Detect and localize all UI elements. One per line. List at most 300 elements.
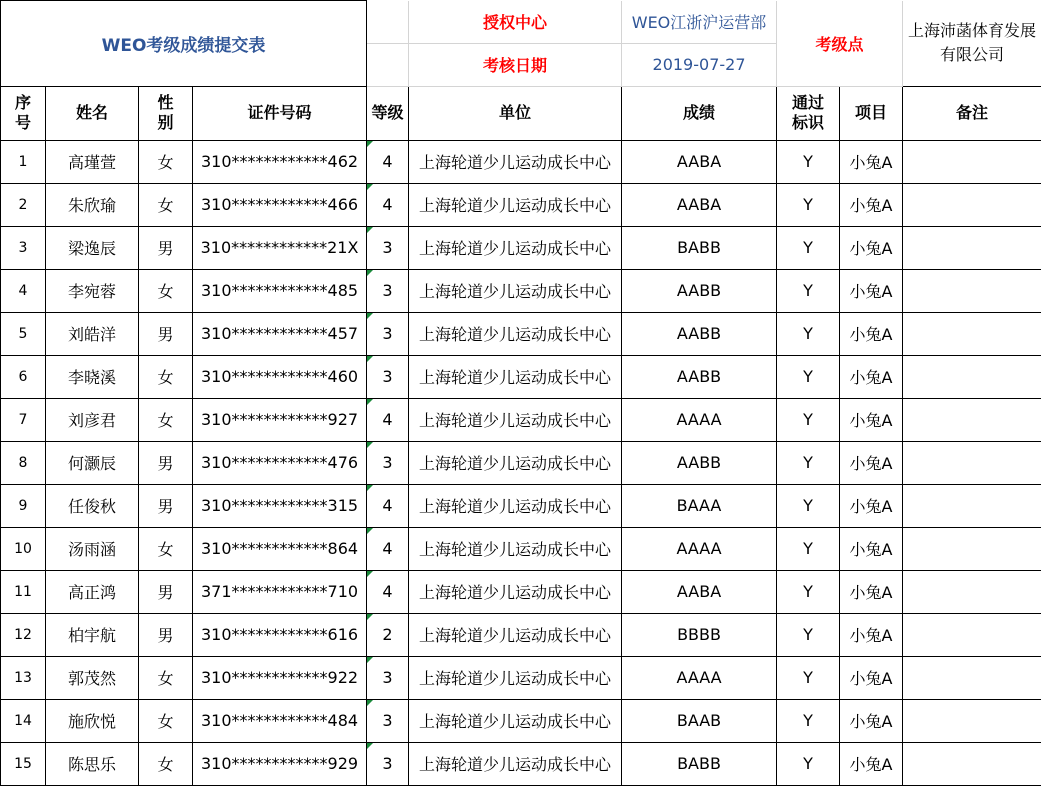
- table-row: [1, 398, 1041, 441]
- cell-level[interactable]: [367, 484, 409, 527]
- cell-note[interactable]: [903, 484, 1041, 527]
- cell-score-text: BABB: [677, 754, 721, 773]
- cell-pass[interactable]: [777, 527, 840, 570]
- cell-note[interactable]: [903, 527, 1041, 570]
- cell-level[interactable]: [367, 183, 409, 226]
- cell-seq[interactable]: [1, 656, 46, 699]
- cell-id-text: 310************462: [201, 152, 358, 171]
- col-header-note[interactable]: 备注: [903, 86, 1041, 140]
- cell-level-text: 3: [382, 668, 392, 687]
- cell-level-text: 3: [382, 281, 392, 300]
- cell-score-text: BAAA: [677, 496, 722, 515]
- cell-seq[interactable]: [1, 183, 46, 226]
- cell-name[interactable]: [46, 656, 139, 699]
- cell-name[interactable]: [46, 312, 139, 355]
- cell-gender-text: 男: [157, 497, 173, 516]
- cell-note[interactable]: [903, 226, 1041, 269]
- cell-seq[interactable]: [1, 699, 46, 742]
- cell-id[interactable]: [193, 269, 367, 312]
- table-row: [1, 441, 1041, 484]
- cell-name-text: 刘彦君: [68, 411, 116, 430]
- cell-unit[interactable]: [409, 140, 622, 183]
- error-indicator-icon: [367, 227, 373, 233]
- cell-name[interactable]: [46, 699, 139, 742]
- cell-project-text: 小兔A: [850, 755, 893, 774]
- cell-score-text: AABB: [677, 367, 721, 386]
- cell-project[interactable]: [840, 570, 903, 613]
- cell-unit[interactable]: [409, 656, 622, 699]
- cell-seq-text: 3: [19, 240, 28, 256]
- cell-score-text: BABB: [677, 238, 721, 257]
- cell-project-text: 小兔A: [850, 153, 893, 172]
- cell-note[interactable]: [903, 140, 1041, 183]
- cell-gender[interactable]: [139, 269, 193, 312]
- cell-id-text: 310************864: [201, 539, 358, 558]
- cell-project-text: 小兔A: [850, 626, 893, 645]
- error-indicator-icon: [367, 356, 373, 362]
- table-row: [1, 527, 1041, 570]
- cell-pass[interactable]: [777, 269, 840, 312]
- cell-name[interactable]: [46, 441, 139, 484]
- cell-unit[interactable]: [409, 398, 622, 441]
- cell-id-text: 310************484: [201, 711, 358, 730]
- table-row: [1, 484, 1041, 527]
- cell-pass[interactable]: [777, 699, 840, 742]
- table-row: [1, 570, 1041, 613]
- cell-score[interactable]: [622, 613, 777, 656]
- cell-gender[interactable]: [139, 398, 193, 441]
- cell-unit[interactable]: [409, 699, 622, 742]
- cell-project-text: 小兔A: [850, 325, 893, 344]
- cell-gender-text: 女: [157, 712, 173, 731]
- cell-unit-text: 上海轮道少儿运动成长中心: [419, 368, 611, 387]
- exam-date-label[interactable]: 考核日期: [409, 43, 622, 86]
- cell-id-text: 310************485: [201, 281, 358, 300]
- cell-level[interactable]: [367, 570, 409, 613]
- cell-id-text: 310************616: [201, 625, 358, 644]
- error-indicator-icon: [367, 743, 373, 749]
- cell-gender[interactable]: [139, 699, 193, 742]
- cell-level-text: 3: [382, 754, 392, 773]
- cell-pass[interactable]: [777, 355, 840, 398]
- cell-name[interactable]: [46, 484, 139, 527]
- cell-unit[interactable]: [409, 570, 622, 613]
- cell-id[interactable]: [193, 398, 367, 441]
- cell-score-text: AABA: [677, 582, 721, 601]
- error-indicator-icon: [367, 184, 373, 190]
- cell-note[interactable]: [903, 355, 1041, 398]
- cell-pass-text: Y: [803, 539, 813, 558]
- cell-gender[interactable]: [139, 183, 193, 226]
- cell-seq-text: 8: [19, 455, 28, 471]
- cell-unit[interactable]: [409, 613, 622, 656]
- cell-level-text: 4: [382, 152, 392, 171]
- cell-seq[interactable]: [1, 570, 46, 613]
- sheet-title[interactable]: WEO考级成绩提交表: [1, 1, 367, 87]
- cell-id-text: 310************21X: [201, 238, 359, 257]
- col-header-gender[interactable]: 性别: [139, 86, 193, 140]
- cell-unit-text: 上海轮道少儿运动成长中心: [419, 153, 611, 172]
- cell-note[interactable]: [903, 441, 1041, 484]
- cell-gender[interactable]: [139, 312, 193, 355]
- cell-name[interactable]: [46, 398, 139, 441]
- cell-pass-text: Y: [803, 754, 813, 773]
- cell-id[interactable]: [193, 441, 367, 484]
- cell-gender[interactable]: [139, 140, 193, 183]
- cell-level-text: 4: [382, 195, 392, 214]
- cell-pass-text: Y: [803, 324, 813, 343]
- col-header-project[interactable]: 项目: [840, 86, 903, 140]
- cell-id[interactable]: [193, 484, 367, 527]
- cell-id[interactable]: [193, 226, 367, 269]
- cell-gender-text: 男: [157, 325, 173, 344]
- col-header-pass[interactable]: 通过标识: [777, 86, 840, 140]
- cell-name-text: 梁逸辰: [68, 239, 116, 258]
- cell-score[interactable]: [622, 527, 777, 570]
- cell-level[interactable]: [367, 140, 409, 183]
- cell-project[interactable]: [840, 699, 903, 742]
- cell-pass-text: Y: [803, 410, 813, 429]
- cell-level[interactable]: [367, 613, 409, 656]
- error-indicator-icon: [367, 442, 373, 448]
- error-indicator-icon: [367, 141, 373, 147]
- cell-name[interactable]: [46, 355, 139, 398]
- cell-pass[interactable]: [777, 398, 840, 441]
- cell-unit-text: 上海轮道少儿运动成长中心: [419, 325, 611, 344]
- cell-unit[interactable]: [409, 183, 622, 226]
- cell-id[interactable]: [193, 355, 367, 398]
- cell-seq-text: 4: [19, 283, 28, 299]
- cell-note[interactable]: [903, 742, 1041, 785]
- cell-level-text: 4: [382, 582, 392, 601]
- cell-score[interactable]: [622, 226, 777, 269]
- cell-gender-text: 女: [157, 368, 173, 387]
- cell-unit-text: 上海轮道少儿运动成长中心: [419, 239, 611, 258]
- cell-score[interactable]: [622, 140, 777, 183]
- cell-note[interactable]: [903, 312, 1041, 355]
- cell-pass[interactable]: [777, 613, 840, 656]
- error-indicator-icon: [367, 614, 373, 620]
- cell-note[interactable]: [903, 269, 1041, 312]
- cell-project[interactable]: [840, 312, 903, 355]
- cell-id[interactable]: [193, 699, 367, 742]
- cell-project[interactable]: [840, 398, 903, 441]
- cell-name-text: 李宛蓉: [68, 282, 116, 301]
- cell-id-text: 310************927: [201, 410, 358, 429]
- cell-pass[interactable]: [777, 312, 840, 355]
- exam-point-label[interactable]: 考级点: [777, 1, 903, 87]
- cell-seq[interactable]: [1, 441, 46, 484]
- cell-project-text: 小兔A: [850, 669, 893, 688]
- table-row: [1, 613, 1041, 656]
- cell-name[interactable]: [46, 527, 139, 570]
- cell-score-text: AABA: [677, 195, 721, 214]
- cell-level-text: 3: [382, 324, 392, 343]
- cell-project-text: 小兔A: [850, 411, 893, 430]
- cell-unit-text: 上海轮道少儿运动成长中心: [419, 626, 611, 645]
- cell-project-text: 小兔A: [850, 368, 893, 387]
- cell-project[interactable]: [840, 355, 903, 398]
- cell-unit[interactable]: [409, 527, 622, 570]
- error-indicator-icon: [367, 528, 373, 534]
- cell-name-text: 任俊秋: [68, 497, 116, 516]
- auth-center-value[interactable]: WEO江浙沪运营部: [622, 1, 777, 44]
- cell-pass-text: Y: [803, 453, 813, 472]
- cell-seq[interactable]: [1, 613, 46, 656]
- cell-unit-text: 上海轮道少儿运动成长中心: [419, 497, 611, 516]
- cell-project-text: 小兔A: [850, 540, 893, 559]
- cell-level[interactable]: [367, 312, 409, 355]
- exam-date-value[interactable]: 2019-07-27: [622, 43, 777, 86]
- cell-seq-text: 7: [19, 412, 28, 428]
- cell-gender[interactable]: [139, 527, 193, 570]
- cell-name[interactable]: [46, 269, 139, 312]
- cell-id-text: 310************460: [201, 367, 358, 386]
- cell-score[interactable]: [622, 699, 777, 742]
- cell-project[interactable]: [840, 527, 903, 570]
- cell-level-text: 3: [382, 453, 392, 472]
- cell-gender-text: 女: [157, 282, 173, 301]
- col-header-id[interactable]: 证件号码: [193, 86, 367, 140]
- cell-id[interactable]: [193, 140, 367, 183]
- cell-pass-text: Y: [803, 711, 813, 730]
- cell-gender[interactable]: [139, 355, 193, 398]
- cell-score[interactable]: [622, 312, 777, 355]
- cell-project[interactable]: [840, 226, 903, 269]
- cell-level-text: 3: [382, 238, 392, 257]
- cell-score[interactable]: [622, 656, 777, 699]
- error-indicator-icon: [367, 657, 373, 663]
- cell-pass[interactable]: [777, 183, 840, 226]
- cell-score[interactable]: [622, 355, 777, 398]
- cell-unit[interactable]: [409, 355, 622, 398]
- cell-project[interactable]: [840, 613, 903, 656]
- col-header-score[interactable]: 成绩: [622, 86, 777, 140]
- cell-seq[interactable]: [1, 484, 46, 527]
- cell-unit[interactable]: [409, 484, 622, 527]
- cell-name-text: 高正鸿: [68, 583, 116, 602]
- col-header-seq[interactable]: 序号: [1, 86, 46, 140]
- cell-gender[interactable]: [139, 484, 193, 527]
- cell-pass-text: Y: [803, 496, 813, 515]
- error-indicator-icon: [367, 270, 373, 276]
- cell-seq-text: 5: [19, 326, 28, 342]
- cell-note[interactable]: [903, 398, 1041, 441]
- cell-name[interactable]: [46, 140, 139, 183]
- cell-score[interactable]: [622, 570, 777, 613]
- cell-project-text: 小兔A: [850, 196, 893, 215]
- cell-score[interactable]: [622, 269, 777, 312]
- cell-seq[interactable]: [1, 140, 46, 183]
- empty-cell[interactable]: [367, 43, 409, 86]
- cell-score[interactable]: [622, 183, 777, 226]
- error-indicator-icon: [367, 700, 373, 706]
- cell-level[interactable]: [367, 355, 409, 398]
- cell-gender-text: 男: [157, 626, 173, 645]
- cell-gender-text: 男: [157, 454, 173, 473]
- cell-id-text: 310************476: [201, 453, 358, 472]
- cell-gender[interactable]: [139, 742, 193, 785]
- cell-gender[interactable]: [139, 441, 193, 484]
- cell-note[interactable]: [903, 656, 1041, 699]
- cell-score[interactable]: [622, 484, 777, 527]
- cell-level[interactable]: [367, 226, 409, 269]
- cell-project[interactable]: [840, 269, 903, 312]
- cell-seq-text: 6: [19, 369, 28, 385]
- cell-name-text: 柏宇航: [68, 626, 116, 645]
- cell-gender-text: 男: [157, 239, 173, 258]
- cell-unit[interactable]: [409, 269, 622, 312]
- cell-project[interactable]: [840, 742, 903, 785]
- cell-unit-text: 上海轮道少儿运动成长中心: [419, 411, 611, 430]
- cell-note[interactable]: [903, 699, 1041, 742]
- error-indicator-icon: [367, 399, 373, 405]
- cell-score-text: AABA: [677, 152, 721, 171]
- cell-level-text: 4: [382, 410, 392, 429]
- cell-note[interactable]: [903, 613, 1041, 656]
- cell-name[interactable]: [46, 226, 139, 269]
- cell-seq-text: 9: [19, 498, 28, 514]
- cell-project[interactable]: [840, 441, 903, 484]
- cell-project[interactable]: [840, 183, 903, 226]
- cell-project[interactable]: [840, 140, 903, 183]
- cell-id-text: 310************457: [201, 324, 358, 343]
- cell-name[interactable]: [46, 613, 139, 656]
- cell-project[interactable]: [840, 656, 903, 699]
- cell-name-text: 施欣悦: [68, 712, 116, 731]
- cell-id[interactable]: [193, 613, 367, 656]
- cell-unit-text: 上海轮道少儿运动成长中心: [419, 196, 611, 215]
- cell-unit-text: 上海轮道少儿运动成长中心: [419, 540, 611, 559]
- cell-id-text: 310************315: [201, 496, 358, 515]
- cell-level-text: 2: [382, 625, 392, 644]
- cell-level[interactable]: [367, 398, 409, 441]
- cell-score[interactable]: [622, 742, 777, 785]
- cell-project-text: 小兔A: [850, 712, 893, 731]
- cell-unit-text: 上海轮道少儿运动成长中心: [419, 712, 611, 731]
- cell-note[interactable]: [903, 183, 1041, 226]
- cell-gender-text: 女: [157, 196, 173, 215]
- cell-seq-text: 2: [19, 197, 28, 213]
- cell-level-text: 4: [382, 539, 392, 558]
- cell-gender[interactable]: [139, 656, 193, 699]
- cell-score-text: AAAA: [676, 668, 721, 687]
- table-row: [1, 699, 1041, 742]
- cell-seq-text: 12: [14, 627, 32, 643]
- cell-id[interactable]: [193, 570, 367, 613]
- cell-seq[interactable]: [1, 355, 46, 398]
- cell-id[interactable]: [193, 312, 367, 355]
- cell-score-text: AABB: [677, 453, 721, 472]
- cell-gender-text: 女: [157, 669, 173, 688]
- cell-score[interactable]: [622, 398, 777, 441]
- cell-seq[interactable]: [1, 312, 46, 355]
- cell-gender[interactable]: [139, 613, 193, 656]
- cell-project[interactable]: [840, 484, 903, 527]
- cell-id[interactable]: [193, 742, 367, 785]
- cell-pass-text: Y: [803, 195, 813, 214]
- cell-score[interactable]: [622, 441, 777, 484]
- cell-name[interactable]: [46, 183, 139, 226]
- error-indicator-icon: [367, 571, 373, 577]
- cell-seq[interactable]: [1, 742, 46, 785]
- cell-pass[interactable]: [777, 226, 840, 269]
- cell-id-text: 310************922: [201, 668, 358, 687]
- cell-unit-text: 上海轮道少儿运动成长中心: [419, 282, 611, 301]
- table-row: [1, 355, 1041, 398]
- cell-id[interactable]: [193, 183, 367, 226]
- col-header-name[interactable]: 姓名: [46, 86, 139, 140]
- cell-name[interactable]: [46, 570, 139, 613]
- cell-gender[interactable]: [139, 226, 193, 269]
- cell-name-text: 陈思乐: [68, 755, 116, 774]
- cell-level[interactable]: [367, 441, 409, 484]
- cell-seq[interactable]: [1, 226, 46, 269]
- cell-note[interactable]: [903, 570, 1041, 613]
- cell-seq[interactable]: [1, 398, 46, 441]
- cell-project-text: 小兔A: [850, 239, 893, 258]
- cell-unit[interactable]: [409, 226, 622, 269]
- cell-project-text: 小兔A: [850, 282, 893, 301]
- cell-pass[interactable]: [777, 742, 840, 785]
- cell-pass[interactable]: [777, 441, 840, 484]
- cell-unit[interactable]: [409, 312, 622, 355]
- cell-level-text: 3: [382, 711, 392, 730]
- table-row: [1, 656, 1041, 699]
- col-header-unit[interactable]: 单位: [409, 86, 622, 140]
- cell-gender-text: 女: [157, 411, 173, 430]
- cell-level[interactable]: [367, 656, 409, 699]
- data-rows: [1, 140, 1041, 785]
- cell-score-text: AABB: [677, 281, 721, 300]
- cell-pass[interactable]: [777, 656, 840, 699]
- cell-level[interactable]: [367, 527, 409, 570]
- cell-pass[interactable]: [777, 140, 840, 183]
- cell-pass-text: Y: [803, 582, 813, 601]
- cell-unit-text: 上海轮道少儿运动成长中心: [419, 583, 611, 602]
- cell-unit[interactable]: [409, 441, 622, 484]
- cell-seq[interactable]: [1, 269, 46, 312]
- cell-score-text: AAAA: [676, 410, 721, 429]
- cell-id[interactable]: [193, 656, 367, 699]
- empty-cell[interactable]: [367, 1, 409, 44]
- cell-pass-text: Y: [803, 281, 813, 300]
- col-header-level[interactable]: 等级: [367, 86, 409, 140]
- cell-score-text: AAAA: [676, 539, 721, 558]
- cell-pass[interactable]: [777, 570, 840, 613]
- exam-point-value[interactable]: 上海沛菡体育发展有限公司: [903, 1, 1041, 87]
- cell-name[interactable]: [46, 742, 139, 785]
- cell-seq[interactable]: [1, 527, 46, 570]
- cell-level[interactable]: [367, 269, 409, 312]
- cell-name-text: 刘皓洋: [68, 325, 116, 344]
- cell-gender[interactable]: [139, 570, 193, 613]
- cell-seq-text: 1: [19, 154, 28, 170]
- cell-pass[interactable]: [777, 484, 840, 527]
- cell-id[interactable]: [193, 527, 367, 570]
- auth-center-label[interactable]: 授权中心: [409, 1, 622, 44]
- cell-name-text: 何灏辰: [68, 454, 116, 473]
- cell-pass-text: Y: [803, 668, 813, 687]
- cell-pass-text: Y: [803, 367, 813, 386]
- cell-level[interactable]: [367, 742, 409, 785]
- cell-level[interactable]: [367, 699, 409, 742]
- cell-project-text: 小兔A: [850, 497, 893, 516]
- error-indicator-icon: [367, 485, 373, 491]
- error-indicator-icon: [367, 313, 373, 319]
- cell-unit[interactable]: [409, 742, 622, 785]
- cell-level-text: 4: [382, 496, 392, 515]
